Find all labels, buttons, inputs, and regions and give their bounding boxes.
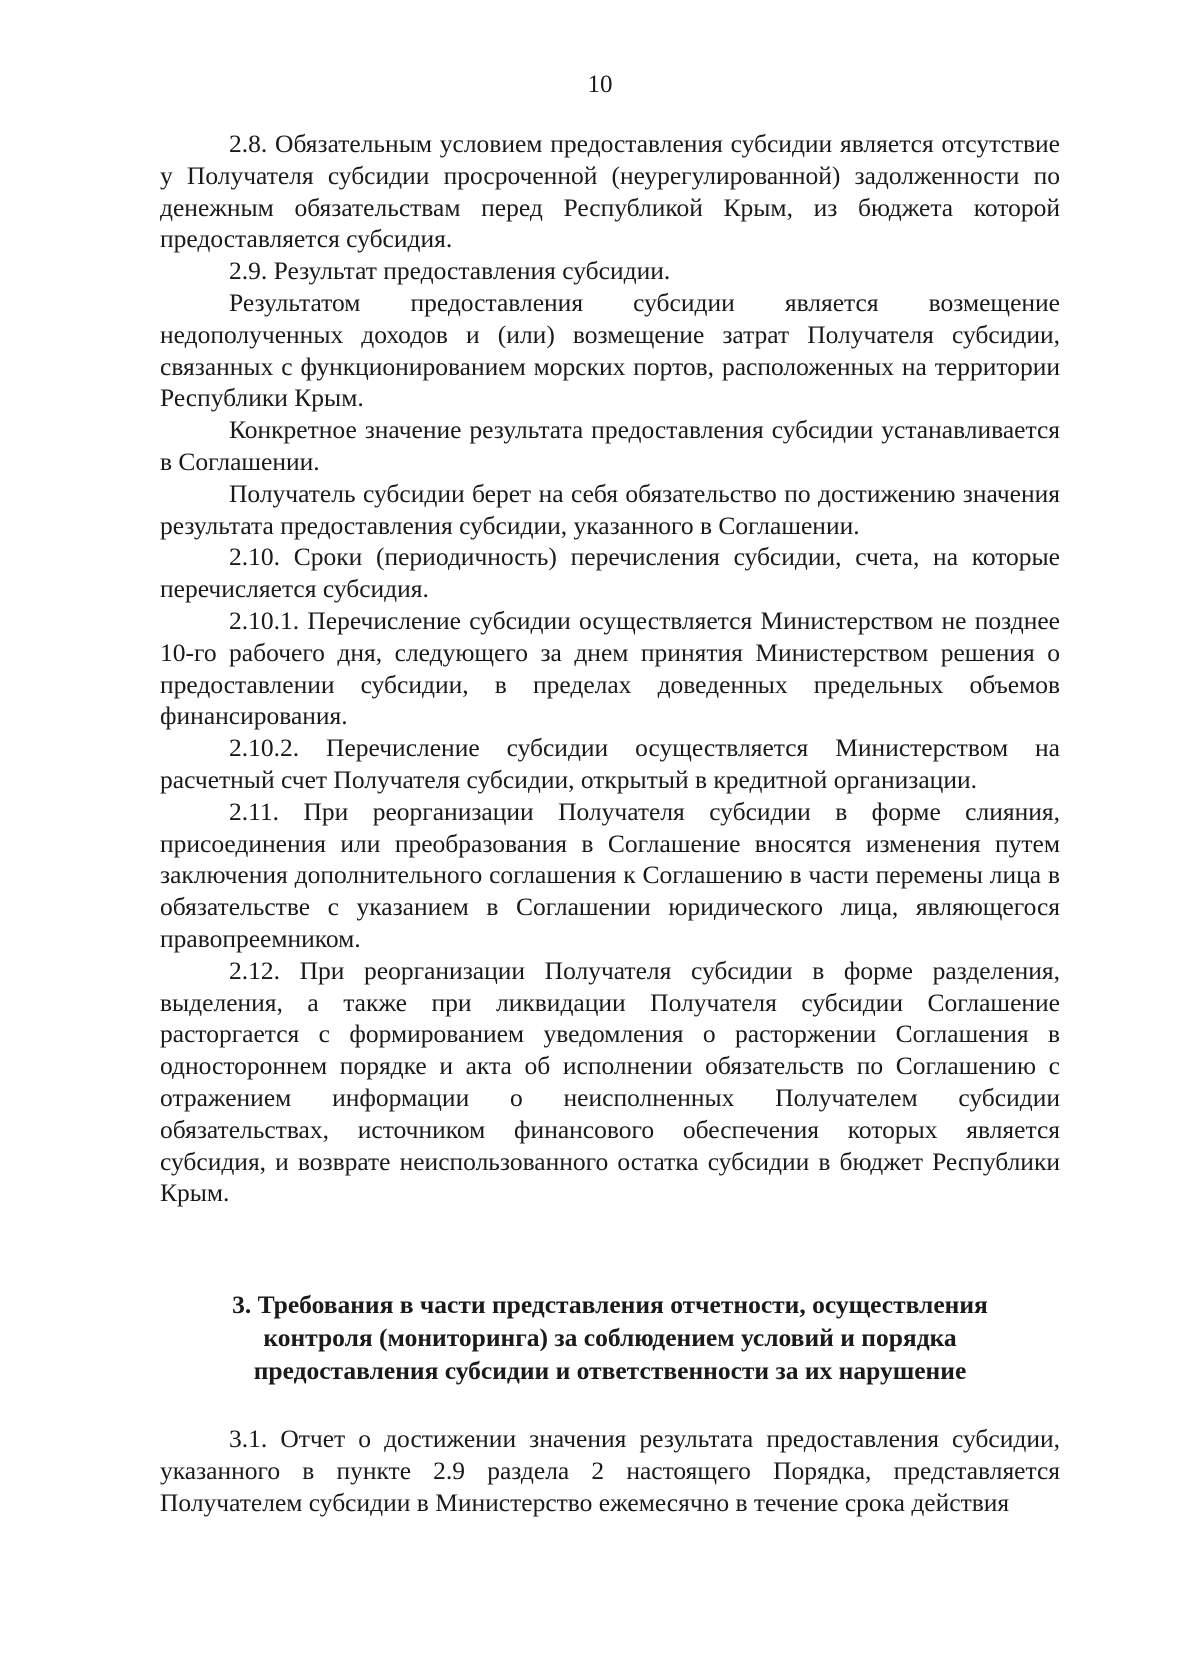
paragraph-2-10-1: 2.10.1. Перечисление субсидии осуществляется Министерством не позднее 10-го рабочего дня, следующего за днем принятия Министерством решения о предоставлении субсидии, в пределах доведенных предельных объемов финансирования. bbox=[160, 605, 1060, 731]
paragraph-2-9-obligation: Получатель субсидии берет на себя обязательство по достижению значения результата предоставления субсидии, указанного в Соглашении. bbox=[160, 478, 1060, 540]
section-3-heading bbox=[160, 1288, 1060, 1387]
paragraph-2-8: 2.8. Обязательным условием предоставления субсидии является отсутствие у Получателя субсидии просроченной (неурегулированной) задолженности по денежным обязательствам перед Республикой Крым, из бюджета которой предоставляется субсидия. bbox=[160, 129, 1060, 254]
section-2-text bbox=[160, 128, 1060, 1209]
page-number: 10 bbox=[587, 71, 613, 98]
section-3-heading-line: 3. Требования в части представления отчетности, осуществления bbox=[232, 1290, 988, 1319]
section-3-heading-line: контроля (мониторинга) за соблюдением условий и порядка bbox=[263, 1323, 957, 1352]
section-3-heading-line: предоставления субсидии и ответственности за их нарушение bbox=[253, 1356, 967, 1385]
paragraph-2-11: 2.11. При реорганизации Получателя субсидии в форме слияния, присоединения или преобразования в Соглашение вносятся изменения путем заключения дополнительного соглашения к Соглашению в части перемены лица в обязательстве с указанием в Соглашении юридического лица, являющегося правопреемником. bbox=[160, 796, 1060, 953]
paragraph-3-1: 3.1. Отчет о достижении значения результата предоставления субсидии, указанного в пункте 2.9 раздела 2 настоящего Порядка, представляется Получателем субсидии в Министерство ежемесячно в течение срока действия bbox=[160, 1424, 1060, 1517]
paragraph-2-10-2: 2.10.2. Перечисление субсидии осуществляется Министерством на расчетный счет Получателя субсидии, открытый в кредитной организации. bbox=[160, 733, 1060, 794]
paragraph-2-10: 2.10. Сроки (периодичность) перечисления субсидии, счета, на которые перечисляется субсидия. bbox=[160, 542, 1060, 604]
paragraph-2-9-title: 2.9. Результат предоставления субсидии. bbox=[229, 256, 671, 286]
paragraph-2-9-result: Результатом предоставления субсидии является возмещение недополученных доходов и (или) возмещение затрат Получателя субсидии, связанных с функционированием морских портов, расположенных на территории Республики Крым. bbox=[160, 287, 1060, 413]
paragraph-2-9-value: Конкретное значение результата предоставления субсидии устанавливается в Соглашении. bbox=[160, 415, 1060, 476]
paragraph-2-12: 2.12. При реорганизации Получателя субсидии в форме разделения, выделения, а также при ликвидации Получателя субсидии Соглашение расторгается с формированием уведомления о расторжении Соглашения в одностороннем порядке и акта об исполнении обязательств по Соглашению с отражением информации о неисполненных Получателем субсидии обязательствах, источником финансового обеспечения которых является субсидия, и возврате неиспользованного остатка субсидии в бюджет Республики Крым. bbox=[160, 955, 1060, 1208]
section-3-text bbox=[160, 1423, 1060, 1519]
